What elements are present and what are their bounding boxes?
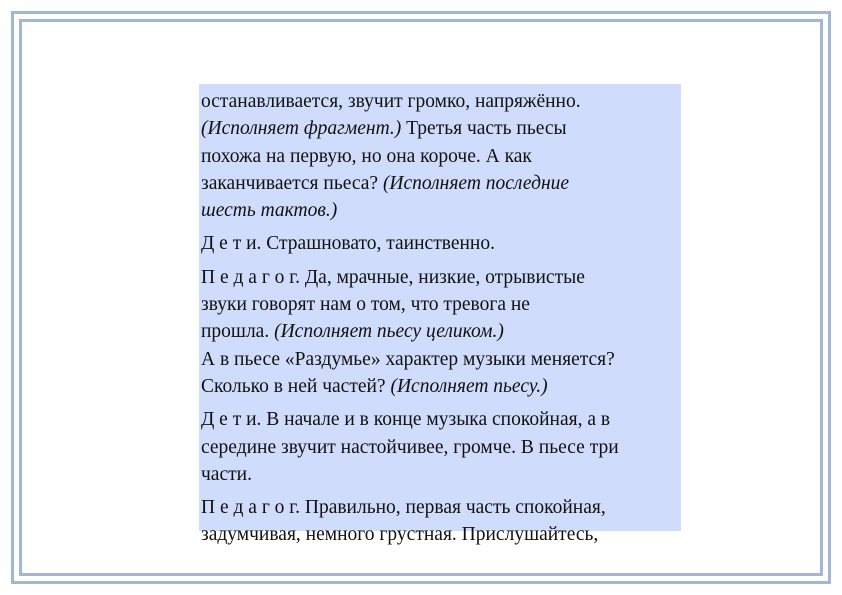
dialogue-text: звуки говорят нам о том, что тревога не [201,294,530,316]
stage-direction-text: (Исполняет пьесу.) [390,375,548,397]
dialogue-text: А в пьесе «Раздумье» характер музыки меняется? [201,348,615,370]
text-line [201,461,679,488]
text-line [201,494,679,521]
text-line [201,318,679,345]
text-line [201,88,679,115]
dialogue-text: Д е т и. Страшновато, таинственно. [201,233,495,255]
stage-direction-text: шесть тактов.) [201,200,338,222]
dialogue-text: задумчивая, немного грустная. Прислушайтесь, [201,524,599,546]
stage-direction-text: (Исполняет последние [382,172,570,194]
dialogue-text: середине звучит настойчивее, громче. В пьесе три [201,436,619,458]
dialogue-text: части. [201,463,252,485]
text-line [201,230,679,257]
dialogue-text: похожа на первую, но она короче. А как [201,145,532,167]
paragraph [201,88,679,224]
text-line [201,264,679,291]
text-line [201,115,679,142]
dialogue-text: Третья часть пьесы [401,118,567,140]
stage-direction-text: (Исполняет фрагмент.) [201,118,402,140]
dialogue-text: заканчивается пьеса? [201,172,383,194]
text-box [199,84,681,546]
text-line [201,346,679,373]
paragraph [201,264,679,400]
text-line [201,521,679,548]
text-line [201,143,679,170]
text-line [201,434,679,461]
paragraph [201,230,679,257]
text-line [201,170,679,197]
dialogue-text: П е д а г о г. Да, мрачные, низкие, отрывистые [201,266,585,288]
dialogue-text: Д е т и. В начале и в конце музыка спокойная, а в [201,409,611,431]
dialogue-text: П е д а г о г. Правильно, первая часть спокойная, [201,497,606,519]
dialogue-text: Сколько в ней частей? [201,375,391,397]
dialogue-text: останавливается, звучит громко, напряжённо. [201,91,581,112]
stage-direction-text: (Исполняет пьесу целиком.) [274,321,504,343]
text-line [201,373,679,400]
text-line [201,291,679,318]
dialogue-text: прошла. [201,321,275,343]
text-line [201,406,679,433]
paragraph [201,494,679,549]
paragraph [201,406,679,488]
text-line [201,197,679,224]
